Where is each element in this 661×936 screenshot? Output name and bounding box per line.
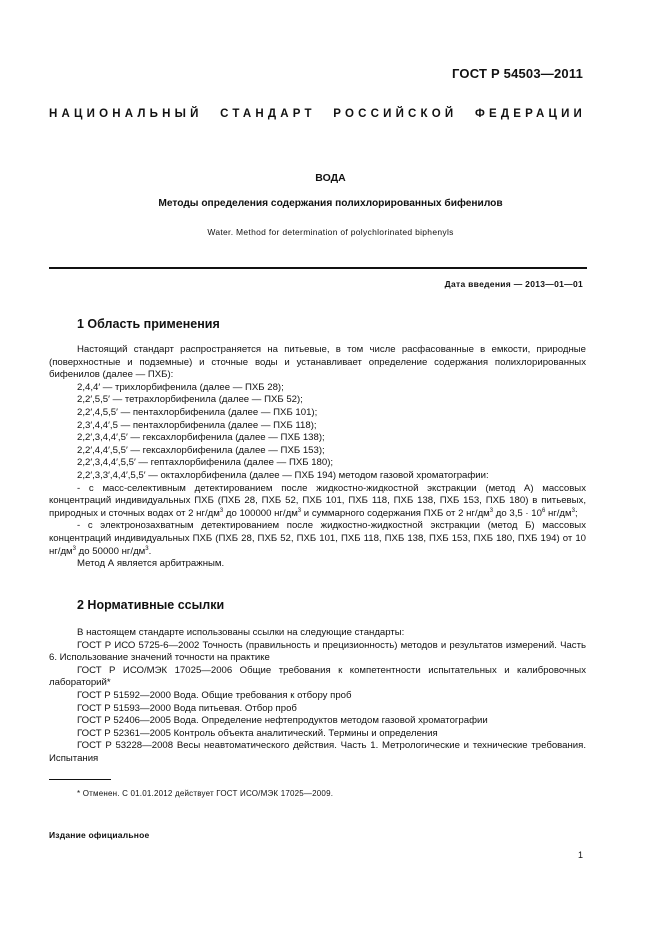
title-divider (49, 267, 587, 269)
section-1-lead: Настоящий стандарт распространяется на питьевые, в том числе расфасованные в емкости, природные (поверхностные и подземные) и сточные воды и устанавливает определение содержания полихлорированных бифенилов (далее — ПХБ): (49, 344, 586, 381)
method-a-text: ; (574, 507, 578, 519)
superscript: 6 (541, 507, 546, 514)
pcb-item: 2,2′,3,4,4′,5,5′ — гептахлорбифенила (далее — ПХБ 180); (77, 457, 334, 469)
normative-reference: ГОСТ Р 52406—2005 Вода. Определение нефтепродуктов методом газовой хроматографии (77, 715, 488, 727)
national-standard-banner (49, 108, 586, 120)
introduction-date: Дата введения — 2013—01—01 (444, 279, 583, 289)
method-a-text: и суммарного содержания ПХБ от 2 нг/дм (301, 507, 490, 519)
pcb-item: 2,2′,4,5,5′ — пентахлорбифенила (далее — ПХБ 101); (77, 406, 318, 418)
standard-title-english: Water. Method for determination of polychlorinated biphenyls (207, 227, 454, 237)
superscript: 3 (145, 545, 149, 552)
normative-reference: ГОСТ Р 51593—2000 Вода питьевая. Отбор проб (77, 702, 297, 714)
pcb-item: 2,2′,3,4,4′,5′ — гексахлорбифенила (далее — ПХБ 138); (77, 432, 325, 444)
normative-reference: ГОСТ Р ИСО/МЭК 17025—2006 Общие требования к компетентности испытательных и калибровочных лабораторий* (49, 664, 586, 689)
banner-word-3: РОССИЙСКОЙ (333, 108, 458, 120)
method-a-text: - с масс-селективным детектированием после жидкостно-жидкостной экстракции (метод А) массовых концентраций индивидуальных ПХБ (ПХБ 28, ПХБ 52, ПХБ 101, ПХБ 118, ПХБ 138, ПХБ 153, ПХБ 180) в питьевых, природных и сточных водах от 2 нг/дм (49, 482, 586, 519)
method-b-text: . (148, 545, 152, 557)
banner-word-2: СТАНДАРТ (220, 108, 316, 120)
banner-word-4: ФЕДЕРАЦИИ (474, 108, 586, 120)
method-a-paragraph (49, 483, 586, 521)
footnote-divider (49, 779, 111, 780)
section-1-heading: 1 Область применения (77, 317, 220, 331)
pcb-item: 2,2′,5,5′ — тетрахлорбифенила (далее — ПХБ 52); (77, 394, 303, 406)
footnote: * Отменен. С 01.01.2012 действует ГОСТ ИСО/МЭК 17025—2009. (77, 789, 334, 798)
section-2-lead: В настоящем стандарте использованы ссылки на следующие стандарты: (77, 627, 405, 638)
superscript: 3 (571, 507, 575, 514)
standard-title: ВОДА (315, 172, 346, 184)
pcb-item: 2,4,4′ — трихлорбифенила (далее — ПХБ 28); (77, 381, 284, 393)
superscript: 3 (297, 507, 302, 514)
pcb-item: 2,2′,3,3′,4,4′,5,5′ — октахлорбифенила (далее — ПХБ 194) методом газовой хроматографии: (77, 469, 489, 481)
superscript: 3 (489, 507, 494, 514)
standard-subtitle: Методы определения содержания полихлорированных бифенилов (158, 198, 503, 209)
section-2-body (49, 627, 586, 766)
normative-reference: ГОСТ Р 52361—2005 Контроль объекта аналитический. Термины и определения (77, 727, 438, 739)
normative-reference: ГОСТ Р 51592—2000 Вода. Общие требования к отбору проб (77, 689, 352, 701)
normative-reference: ГОСТ Р 53228—2008 Весы неавтоматического действия. Часть 1. Метрологические и технические требования. Испытания (49, 740, 586, 764)
pcb-item: 2,2′,4,4′,5,5′ — гексахлорбифенила (далее — ПХБ 153); (77, 444, 325, 456)
method-b-text: - с электронозахватным детектированием после жидкостно-жидкостной экстракции (метод Б) массовых концентраций индивидуальных ПХБ (ПХБ 28, ПХБ 52, ПХБ 101, ПХБ 118, ПХБ 138, ПХБ 153, ПХБ 180, ПХБ 194) от 10 нг/дм (49, 520, 586, 557)
method-a-text: до 100000 нг/дм (223, 507, 298, 519)
document-code: ГОСТ Р 54503—2011 (452, 66, 583, 81)
method-a-text: до 3,5 · 10 (493, 507, 542, 519)
pcb-item: 2,3′,4,4′,5 — пентахлорбифенила (далее — ПХБ 118); (77, 419, 317, 431)
method-b-text: до 50000 нг/дм (76, 545, 146, 557)
page-number: 1 (577, 850, 583, 860)
arbitration-note: Метод А является арбитражным. (77, 558, 225, 570)
banner-word-1: НАЦИОНАЛЬНЫЙ (49, 108, 203, 120)
section-2-heading: 2 Нормативные ссылки (77, 598, 225, 612)
official-edition-label: Издание официальное (49, 830, 150, 840)
normative-reference: ГОСТ Р ИСО 5725-6—2002 Точность (правильность и прецизионность) методов и результатов измерений. Часть 6. Использование значений точности на практике (49, 639, 586, 664)
method-b-paragraph (49, 520, 586, 558)
superscript: 3 (72, 545, 77, 552)
section-1-body (49, 344, 586, 571)
method-a-text: нг/дм (545, 507, 572, 519)
superscript: 3 (219, 507, 224, 514)
